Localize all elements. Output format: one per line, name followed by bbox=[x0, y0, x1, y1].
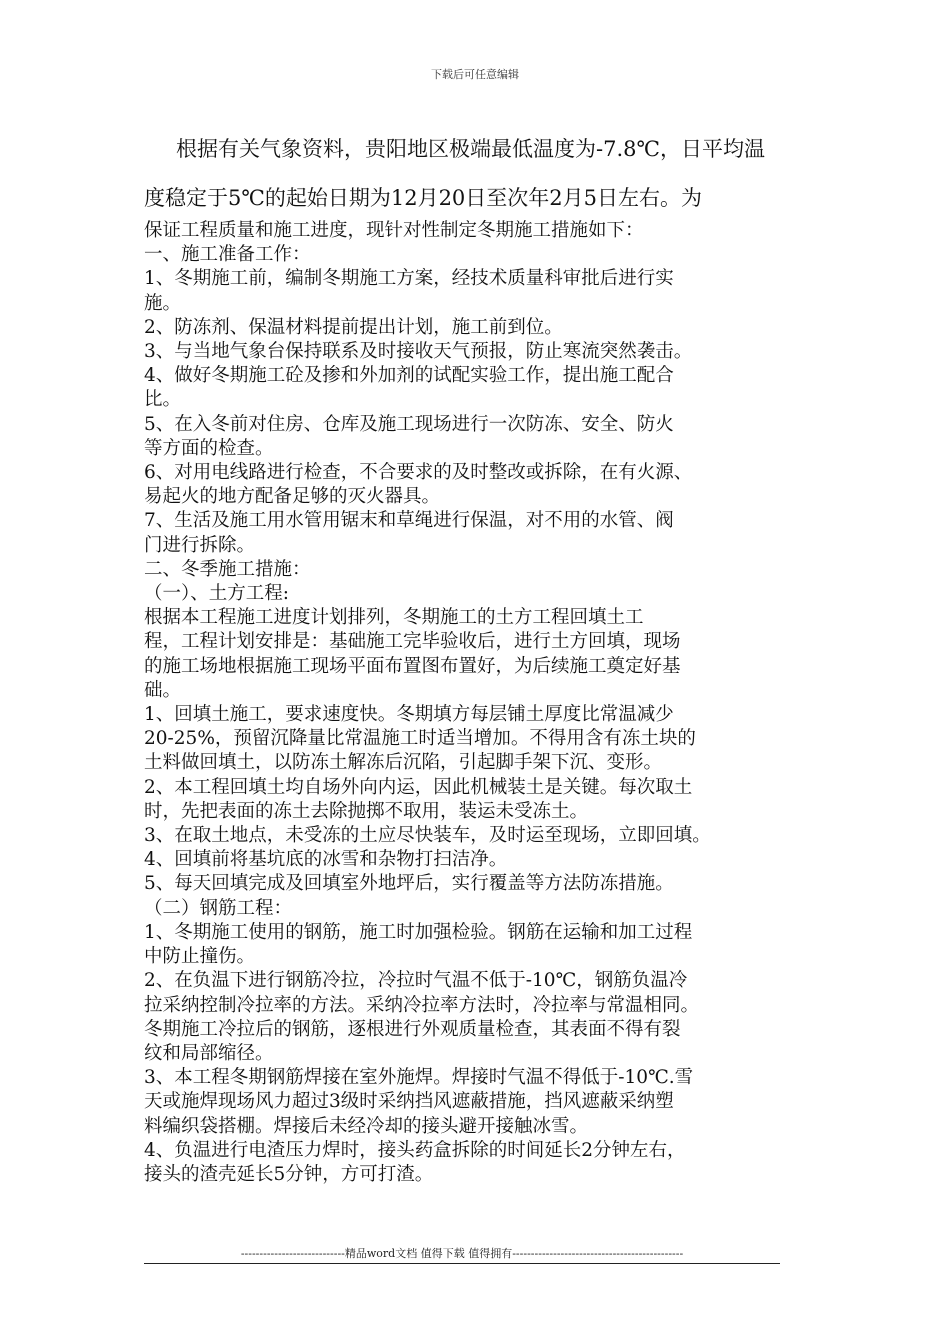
text-line: 根据本工程施工进度计划排列，冬期施工的土方工程回填土工 bbox=[144, 607, 644, 629]
text-line: 接头的渣壳延长5分钟，方可打渣。 bbox=[144, 1163, 434, 1185]
intro-line: 度稳定于5℃的起始日期为12月20日至次年2月5日左右。为 bbox=[144, 186, 703, 210]
text-line: 等方面的检查。 bbox=[144, 437, 274, 459]
text-line: 冬期施工冷拉后的钢筋，逐根进行外观质量检查，其表面不得有裂 bbox=[144, 1018, 681, 1040]
text-line: 1、回填土施工，要求速度快。冬期填方每层铺土厚度比常温减少 bbox=[144, 704, 674, 726]
text-line: 易起火的地方配备足够的灭火器具。 bbox=[144, 486, 441, 508]
text-line: （二）钢筋工程： bbox=[144, 897, 293, 919]
body-text bbox=[144, 219, 814, 1187]
text-line: 一、施工准备工作： bbox=[144, 244, 311, 266]
text-line: 1、冬期施工使用的钢筋，施工时加强检验。钢筋在运输和加工过程 bbox=[144, 921, 693, 943]
page-header: 下载后可任意编辑 bbox=[431, 68, 519, 81]
text-line: 5、在入冬前对住房、仓库及施工现场进行一次防冻、安全、防火 bbox=[144, 413, 674, 435]
text-line: 1、冬期施工前，编制冬期施工方案，经技术质量科审批后进行实 bbox=[144, 268, 674, 290]
text-line: 4、回填前将基坑底的冰雪和杂物打扫洁净。 bbox=[144, 849, 508, 871]
text-line: 7、生活及施工用水管用锯末和草绳进行保温，对不用的水管、阀 bbox=[144, 510, 674, 532]
text-line: 础。 bbox=[144, 679, 182, 701]
text-line: 中防止撞伤。 bbox=[144, 946, 256, 968]
text-line: 2、防冻剂、保温材料提前提出计划，施工前到位。 bbox=[144, 316, 563, 338]
text-line: 时，先把表面的冻土去除抛掷不取用，装运未受冻土。 bbox=[144, 800, 589, 822]
text-line: 施。 bbox=[144, 292, 182, 314]
page-footer: ----------------------------精品word文档 值得下载 值得拥有---------------------------------------------- bbox=[240, 1247, 684, 1260]
text-line: 料编织袋搭棚。焊接后未经冷却的接头避开接触冰雪。 bbox=[144, 1115, 589, 1137]
text-line: 天或施焊现场风力超过3级时采纳挡风遮蔽措施，挡风遮蔽采纳塑 bbox=[144, 1091, 674, 1113]
intro-line: 根据有关气象资料，贵阳地区极端最低温度为-7.8℃，日平均温 bbox=[176, 137, 765, 161]
text-line: 20-25%，预留沉降量比常温施工时适当增加。不得用含有冻土块的 bbox=[144, 728, 696, 750]
footer-divider bbox=[144, 1263, 780, 1264]
text-line: 4、做好冬期施工砼及掺和外加剂的试配实验工作，提出施工配合 bbox=[144, 365, 674, 387]
text-line: 3、与当地气象台保持联系及时接收天气预报，防止寒流突然袭击。 bbox=[144, 341, 693, 363]
text-line: 土料做回填土，以防冻土解冻后沉陷，引起脚手架下沉、变形。 bbox=[144, 752, 663, 774]
text-line: 的施工场地根据施工现场平面布置图布置好，为后续施工奠定好基 bbox=[144, 655, 681, 677]
text-line: 2、本工程回填土均自场外向内运，因此机械装土是关键。每次取土 bbox=[144, 776, 693, 798]
text-line: 纹和局部缩径。 bbox=[144, 1042, 274, 1064]
text-line: 2、在负温下进行钢筋冷拉，冷拉时气温不低于-10℃，钢筋负温冷 bbox=[144, 970, 688, 992]
text-line: 6、对用电线路进行检查，不合要求的及时整改或拆除，在有火源、 bbox=[144, 462, 693, 484]
text-line: 二、冬季施工措施： bbox=[144, 558, 311, 580]
text-line: 拉采纳控制冷拉率的方法。采纳冷拉率方法时，冷拉率与常温相同。 bbox=[144, 994, 700, 1016]
text-line: 保证工程质量和施工进度，现针对性制定冬期施工措施如下： bbox=[144, 220, 644, 241]
text-line: （一）、土方工程: bbox=[144, 583, 289, 605]
document-body bbox=[144, 134, 814, 1187]
text-line: 门进行拆除。 bbox=[144, 534, 256, 556]
text-line: 3、在取土地点，未受冻的土应尽快装车，及时运至现场，立即回填。 bbox=[144, 825, 711, 847]
text-line: 3、本工程冬期钢筋焊接在室外施焊。焊接时气温不得低于-10℃.雪 bbox=[144, 1067, 694, 1089]
text-line: 程，工程计划安排是：基础施工完毕验收后，进行土方回填，现场 bbox=[144, 631, 681, 653]
text-line: 5、每天回填完成及回填室外地坪后，实行覆盖等方法防冻措施。 bbox=[144, 873, 674, 895]
text-line: 比。 bbox=[144, 389, 182, 411]
text-line: 4、负温进行电渣压力焊时，接头药盒拆除的时间延长2分钟左右， bbox=[144, 1139, 686, 1161]
